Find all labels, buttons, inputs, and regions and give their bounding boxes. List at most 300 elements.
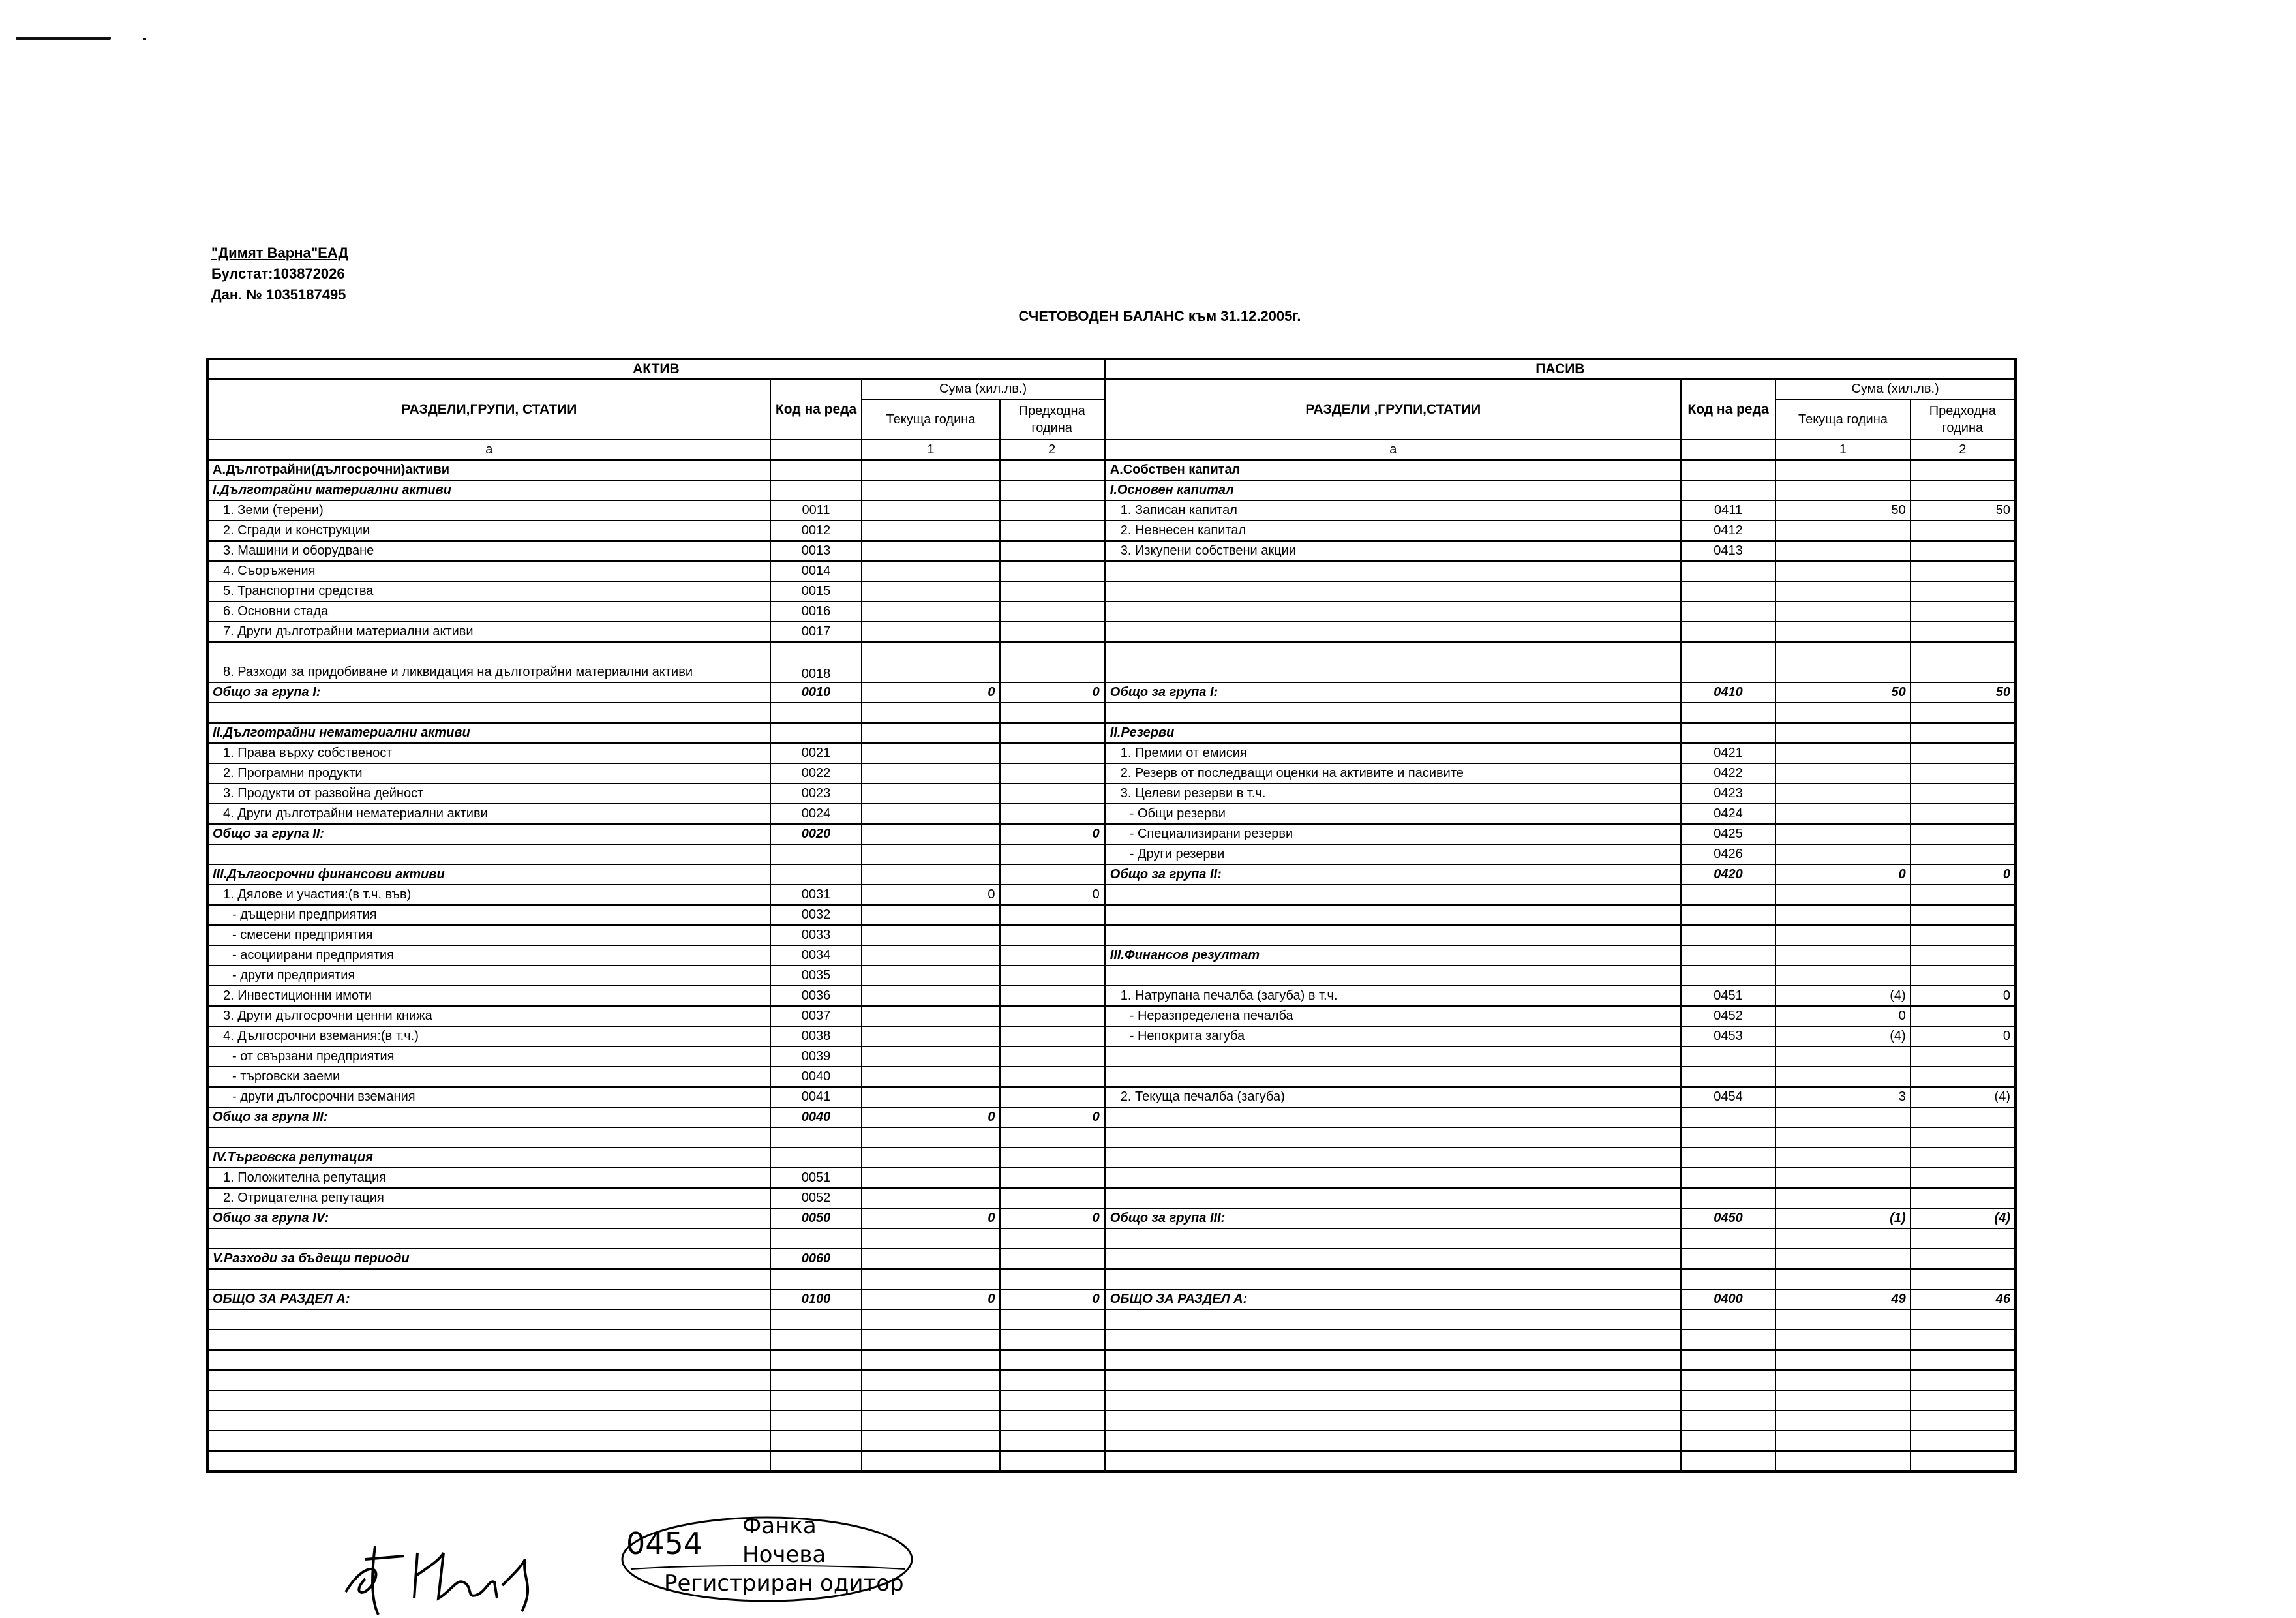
- liability-code: [1681, 1168, 1775, 1188]
- liability-item: - Неразпределена печалба: [1105, 1006, 1681, 1026]
- table-row: [207, 500, 2016, 521]
- blank-cell: [770, 1350, 862, 1370]
- asset-item: [207, 703, 770, 723]
- liability-item: [1105, 905, 1681, 925]
- liability-current: [1775, 925, 1911, 945]
- liability-item: - Други резерви: [1105, 844, 1681, 864]
- liability-code: [1681, 703, 1775, 723]
- liability-code: 0420: [1681, 864, 1775, 885]
- asset-current: 0: [862, 885, 999, 905]
- asset-current: [862, 763, 999, 784]
- blank-cell: [1105, 1451, 1681, 1471]
- liability-previous: [1911, 460, 2016, 480]
- liability-code: [1681, 622, 1775, 642]
- liability-item: 3. Изкупени собствени акции: [1105, 541, 1681, 561]
- liability-previous: [1911, 1107, 2016, 1127]
- asset-item: 1. Положителна репутация: [207, 1168, 770, 1188]
- asset-item: 4. Дългосрочни вземания:(в т.ч.): [207, 1026, 770, 1046]
- liability-code: 0451: [1681, 986, 1775, 1006]
- liability-current: (1): [1775, 1208, 1911, 1229]
- liability-previous: [1911, 804, 2016, 824]
- liability-code: 0413: [1681, 541, 1775, 561]
- liability-previous: 46: [1911, 1289, 2016, 1309]
- blank-cell: [1105, 1309, 1681, 1330]
- table-row: [207, 480, 2016, 500]
- blank-row: [207, 1330, 2016, 1350]
- asset-previous: [1000, 1087, 1105, 1107]
- blank-cell: [207, 1431, 770, 1451]
- sum-header-left: Сума (хил.лв.): [862, 379, 1104, 399]
- liability-item: [1105, 581, 1681, 602]
- asset-current: [862, 905, 999, 925]
- liability-item: А.Собствен капитал: [1105, 460, 1681, 480]
- liability-previous: 50: [1911, 500, 2016, 521]
- balance-sheet: [206, 358, 2017, 1551]
- liability-current: [1775, 460, 1911, 480]
- asset-code: 0040: [770, 1107, 862, 1127]
- liability-previous: [1911, 1067, 2016, 1087]
- asset-code: [770, 1127, 862, 1148]
- col-a-left: а: [207, 440, 770, 460]
- table-row: [207, 642, 2016, 682]
- liability-previous: [1911, 743, 2016, 763]
- liability-item: [1105, 1148, 1681, 1168]
- asset-code: 0031: [770, 885, 862, 905]
- asset-code: 0020: [770, 824, 862, 844]
- asset-current: [862, 925, 999, 945]
- blank-cell: [770, 1390, 862, 1411]
- asset-current: [862, 824, 999, 844]
- table-row: [207, 1046, 2016, 1067]
- asset-code: 0015: [770, 581, 862, 602]
- liability-current: 49: [1775, 1289, 1911, 1309]
- liability-item: [1105, 1229, 1681, 1249]
- liability-item: [1105, 622, 1681, 642]
- sum-header-right: Сума (хил.лв.): [1775, 379, 2016, 399]
- liability-current: [1775, 703, 1911, 723]
- liability-current: [1775, 723, 1911, 743]
- asset-previous: [1000, 864, 1105, 885]
- liability-current: [1775, 541, 1911, 561]
- asset-previous: [1000, 602, 1105, 622]
- blank-cell: [1775, 1390, 1911, 1411]
- liability-current: [1775, 804, 1911, 824]
- asset-item: 3. Машини и оборудване: [207, 541, 770, 561]
- asset-current: [862, 804, 999, 824]
- asset-current: [862, 1046, 999, 1067]
- liability-current: [1775, 1168, 1911, 1188]
- col-2-left: 2: [1000, 440, 1105, 460]
- asset-previous: 0: [1000, 1289, 1105, 1309]
- signature: [326, 1520, 561, 1618]
- blank-cell: [862, 1390, 999, 1411]
- liability-code: [1681, 885, 1775, 905]
- liability-code: 0412: [1681, 521, 1775, 541]
- table-row: [207, 763, 2016, 784]
- blank-cell: [1775, 1350, 1911, 1370]
- liability-previous: [1911, 1006, 2016, 1026]
- asset-item: 2. Програмни продукти: [207, 763, 770, 784]
- blank-cell: [862, 1370, 999, 1390]
- asset-previous: [1000, 905, 1105, 925]
- asset-item: - дъщерни предприятия: [207, 905, 770, 925]
- liability-item: 2. Текуща печалба (загуба): [1105, 1087, 1681, 1107]
- asset-item: [207, 1229, 770, 1249]
- table-row: [207, 925, 2016, 945]
- liability-item: [1105, 1269, 1681, 1289]
- table-row: [207, 682, 2016, 703]
- liability-previous: 0: [1911, 864, 2016, 885]
- blank-cell: [862, 1309, 999, 1330]
- liability-item: [1105, 966, 1681, 986]
- asset-current: [862, 723, 999, 743]
- asset-previous: [1000, 844, 1105, 864]
- asset-item: Общо за група IV:: [207, 1208, 770, 1229]
- asset-code: [770, 480, 862, 500]
- asset-item: 7. Други дълготрайни материални активи: [207, 622, 770, 642]
- liability-code: [1681, 1148, 1775, 1168]
- asset-code: [770, 864, 862, 885]
- table-row: [207, 1107, 2016, 1127]
- liability-current: [1775, 885, 1911, 905]
- asset-current: 0: [862, 1289, 999, 1309]
- table-row: [207, 1188, 2016, 1208]
- asset-item: 3. Други дългосрочни ценни книжа: [207, 1006, 770, 1026]
- asset-current: [862, 945, 999, 966]
- blank-cell: [1911, 1330, 2016, 1350]
- table-row: [207, 1087, 2016, 1107]
- table-row: [207, 844, 2016, 864]
- liability-code: [1681, 561, 1775, 581]
- asset-code: [770, 1229, 862, 1249]
- liability-code: 0454: [1681, 1087, 1775, 1107]
- liability-previous: [1911, 1148, 2016, 1168]
- asset-previous: [1000, 581, 1105, 602]
- liability-code: 0400: [1681, 1289, 1775, 1309]
- table-row: [207, 824, 2016, 844]
- asset-previous: [1000, 460, 1105, 480]
- liability-code: [1681, 602, 1775, 622]
- asset-previous: [1000, 723, 1105, 743]
- liability-previous: [1911, 784, 2016, 804]
- asset-item: - асоциирани предприятия: [207, 945, 770, 966]
- liability-current: [1775, 581, 1911, 602]
- blank-cell: [1775, 1431, 1911, 1451]
- liability-item: - Специализирани резерви: [1105, 824, 1681, 844]
- liability-previous: [1911, 763, 2016, 784]
- stamp-code: 0454: [626, 1526, 703, 1561]
- liability-code: [1681, 1229, 1775, 1249]
- asset-item: 3. Продукти от развойна дейност: [207, 784, 770, 804]
- bulstat: Булстат:103872026: [211, 266, 345, 282]
- liability-previous: [1911, 602, 2016, 622]
- asset-previous: [1000, 763, 1105, 784]
- liability-code: [1681, 460, 1775, 480]
- aktiv-header: АКТИВ: [207, 359, 1105, 379]
- liability-previous: [1911, 480, 2016, 500]
- liability-code: 0422: [1681, 763, 1775, 784]
- blank-cell: [1000, 1309, 1105, 1330]
- liability-current: [1775, 1067, 1911, 1087]
- liability-previous: [1911, 581, 2016, 602]
- stamp-role: Регистриран одитор: [664, 1570, 904, 1596]
- asset-previous: [1000, 1006, 1105, 1026]
- asset-item: 2. Инвестиционни имоти: [207, 986, 770, 1006]
- blank-cell: [1105, 1411, 1681, 1431]
- liability-item: [1105, 1067, 1681, 1087]
- liability-code: 0452: [1681, 1006, 1775, 1026]
- liability-current: [1775, 1229, 1911, 1249]
- asset-current: [862, 1127, 999, 1148]
- liability-item: [1105, 1046, 1681, 1067]
- liability-current: [1775, 905, 1911, 925]
- liability-current: [1775, 480, 1911, 500]
- liability-code: [1681, 642, 1775, 682]
- asset-previous: [1000, 521, 1105, 541]
- table-row: [207, 986, 2016, 1006]
- asset-current: [862, 1229, 999, 1249]
- liability-code: 0425: [1681, 824, 1775, 844]
- balance-rows: [207, 460, 2016, 1471]
- blank-cell: [1911, 1390, 2016, 1411]
- asset-item: - от свързани предприятия: [207, 1046, 770, 1067]
- blank-cell: [1775, 1309, 1911, 1330]
- asset-previous: 0: [1000, 824, 1105, 844]
- asset-current: [862, 1067, 999, 1087]
- liability-item: - Непокрита загуба: [1105, 1026, 1681, 1046]
- table-row: [207, 885, 2016, 905]
- asset-previous: [1000, 622, 1105, 642]
- table-row: [207, 1067, 2016, 1087]
- liability-item: Общо за група I:: [1105, 682, 1681, 703]
- liability-item: 1. Записан капитал: [1105, 500, 1681, 521]
- auditor-stamp: [618, 1507, 918, 1605]
- liability-previous: [1911, 1229, 2016, 1249]
- liability-code: [1681, 581, 1775, 602]
- blank-cell: [1681, 1370, 1775, 1390]
- blank-cell: [1105, 1330, 1681, 1350]
- asset-code: 0032: [770, 905, 862, 925]
- asset-item: - търговски заеми: [207, 1067, 770, 1087]
- blank-cell: [770, 1451, 862, 1471]
- asset-item: - други предприятия: [207, 966, 770, 986]
- liability-current: 50: [1775, 500, 1911, 521]
- liability-item: [1105, 1188, 1681, 1208]
- table-row: [207, 1269, 2016, 1289]
- liability-code: [1681, 480, 1775, 500]
- liability-current: [1775, 945, 1911, 966]
- blank-cell: [207, 1309, 770, 1330]
- asset-previous: [1000, 1229, 1105, 1249]
- asset-item: II.Дълготрайни нематериални активи: [207, 723, 770, 743]
- asset-item: 1. Земи (терени): [207, 500, 770, 521]
- table-row: [207, 1127, 2016, 1148]
- company-name: "Димят Варна"ЕАД: [211, 245, 349, 261]
- table-row: [207, 521, 2016, 541]
- liability-item: III.Финансов резултат: [1105, 945, 1681, 966]
- liability-current: [1775, 1046, 1911, 1067]
- code-header-right: Код на реда: [1681, 379, 1775, 440]
- liability-item: [1105, 1249, 1681, 1269]
- liability-current: [1775, 784, 1911, 804]
- blank-cell: [1775, 1330, 1911, 1350]
- asset-current: [862, 642, 999, 682]
- asset-code: 0014: [770, 561, 862, 581]
- asset-code: 0040: [770, 1067, 862, 1087]
- asset-code: 0011: [770, 500, 862, 521]
- blank-cell: [770, 1431, 862, 1451]
- asset-item: III.Дългосрочни финансови активи: [207, 864, 770, 885]
- liability-current: 3: [1775, 1087, 1911, 1107]
- blank-cell: [770, 1411, 862, 1431]
- asset-item: 2. Сгради и конструкции: [207, 521, 770, 541]
- asset-item: [207, 1127, 770, 1148]
- asset-code: [770, 844, 862, 864]
- liability-code: [1681, 1249, 1775, 1269]
- blank-cell: [1000, 1350, 1105, 1370]
- asset-previous: [1000, 1249, 1105, 1269]
- blank-cell: [1681, 1309, 1775, 1330]
- liability-code: 0450: [1681, 1208, 1775, 1229]
- blank-cell: [1000, 1431, 1105, 1451]
- asset-item: 1. Права върху собственост: [207, 743, 770, 763]
- liability-previous: [1911, 925, 2016, 945]
- asset-current: [862, 1249, 999, 1269]
- pasiv-header: ПАСИВ: [1105, 359, 2016, 379]
- asset-current: [862, 541, 999, 561]
- liability-item: [1105, 602, 1681, 622]
- asset-code: 0051: [770, 1168, 862, 1188]
- liability-item: [1105, 885, 1681, 905]
- liability-current: [1775, 602, 1911, 622]
- table-row: [207, 966, 2016, 986]
- liability-previous: [1911, 885, 2016, 905]
- liability-item: [1105, 703, 1681, 723]
- code-header-left: Код на реда: [770, 379, 862, 440]
- asset-code: 0050: [770, 1208, 862, 1229]
- table-row: [207, 561, 2016, 581]
- liability-item: 1. Натрупана печалба (загуба) в т.ч.: [1105, 986, 1681, 1006]
- table-row: [207, 460, 2016, 480]
- asset-previous: [1000, 480, 1105, 500]
- asset-current: [862, 1087, 999, 1107]
- balance-table: [206, 358, 2017, 1473]
- asset-item: ОБЩО ЗА РАЗДЕЛ А:: [207, 1289, 770, 1309]
- liability-item: Общо за група III:: [1105, 1208, 1681, 1229]
- table-row: [207, 1168, 2016, 1188]
- asset-code: [770, 1269, 862, 1289]
- liability-code: [1681, 1046, 1775, 1067]
- asset-code: 0036: [770, 986, 862, 1006]
- table-row: [207, 1026, 2016, 1046]
- col-2-right: 2: [1911, 440, 2016, 460]
- tax-number: Дан. № 1035187495: [211, 286, 346, 303]
- asset-previous: [1000, 541, 1105, 561]
- liability-item: 2. Резерв от последващи оценки на активите и пасивите: [1105, 763, 1681, 784]
- liability-current: [1775, 966, 1911, 986]
- liability-current: [1775, 844, 1911, 864]
- asset-current: [862, 500, 999, 521]
- liability-previous: [1911, 945, 2016, 966]
- asset-code: 0013: [770, 541, 862, 561]
- sections-header-left: РАЗДЕЛИ,ГРУПИ, СТАТИИ: [207, 379, 770, 440]
- liability-current: (4): [1775, 1026, 1911, 1046]
- asset-item: [207, 844, 770, 864]
- blank-cell: [1681, 1350, 1775, 1370]
- asset-code: [770, 703, 862, 723]
- asset-previous: [1000, 743, 1105, 763]
- blank-cell: [1911, 1309, 2016, 1330]
- asset-current: 0: [862, 1107, 999, 1127]
- liability-current: [1775, 1269, 1911, 1289]
- blank-cell: [1911, 1451, 2016, 1471]
- blank-cell: [862, 1330, 999, 1350]
- blank-cell: [770, 1309, 862, 1330]
- asset-code: 0017: [770, 622, 862, 642]
- liability-current: [1775, 824, 1911, 844]
- asset-item: 4. Други дълготрайни нематериални активи: [207, 804, 770, 824]
- liability-code: 0426: [1681, 844, 1775, 864]
- liability-previous: [1911, 561, 2016, 581]
- table-row: [207, 1249, 2016, 1269]
- asset-previous: 0: [1000, 1208, 1105, 1229]
- blank-cell: [1000, 1411, 1105, 1431]
- liability-current: [1775, 642, 1911, 682]
- current-year-header-left: Текуща година: [862, 399, 999, 440]
- blank-cell: [862, 1350, 999, 1370]
- asset-code: 0024: [770, 804, 862, 824]
- asset-previous: [1000, 784, 1105, 804]
- liability-code: 0421: [1681, 743, 1775, 763]
- asset-previous: [1000, 804, 1105, 824]
- sections-header-right: РАЗДЕЛИ ,ГРУПИ,СТАТИИ: [1105, 379, 1681, 440]
- col-1-left: 1: [862, 440, 999, 460]
- asset-item: Общо за група II:: [207, 824, 770, 844]
- asset-item: I.Дълготрайни материални активи: [207, 480, 770, 500]
- liability-code: 0424: [1681, 804, 1775, 824]
- table-row: [207, 622, 2016, 642]
- asset-current: [862, 1269, 999, 1289]
- liability-current: [1775, 1249, 1911, 1269]
- liability-code: [1681, 925, 1775, 945]
- asset-current: [862, 1188, 999, 1208]
- asset-current: [862, 480, 999, 500]
- blank-cell: [1911, 1431, 2016, 1451]
- blank-cell: [1681, 1411, 1775, 1431]
- liability-current: [1775, 763, 1911, 784]
- liability-current: [1775, 622, 1911, 642]
- blank-cell: [1105, 1390, 1681, 1411]
- blank-cell: [1000, 1451, 1105, 1471]
- blank-row: [207, 1431, 2016, 1451]
- asset-current: [862, 1168, 999, 1188]
- blank-cell: [1000, 1370, 1105, 1390]
- table-row: [207, 864, 2016, 885]
- liability-previous: [1911, 844, 2016, 864]
- blank-row: [207, 1390, 2016, 1411]
- liability-current: 0: [1775, 864, 1911, 885]
- table-row: [207, 541, 2016, 561]
- asset-code: 0022: [770, 763, 862, 784]
- liability-current: 0: [1775, 1006, 1911, 1026]
- liability-item: ОБЩО ЗА РАЗДЕЛ А:: [1105, 1289, 1681, 1309]
- liability-current: [1775, 743, 1911, 763]
- liability-item: [1105, 642, 1681, 682]
- asset-code: 0039: [770, 1046, 862, 1067]
- asset-previous: [1000, 1269, 1105, 1289]
- blank-cell: [1105, 1350, 1681, 1370]
- asset-code: 0052: [770, 1188, 862, 1208]
